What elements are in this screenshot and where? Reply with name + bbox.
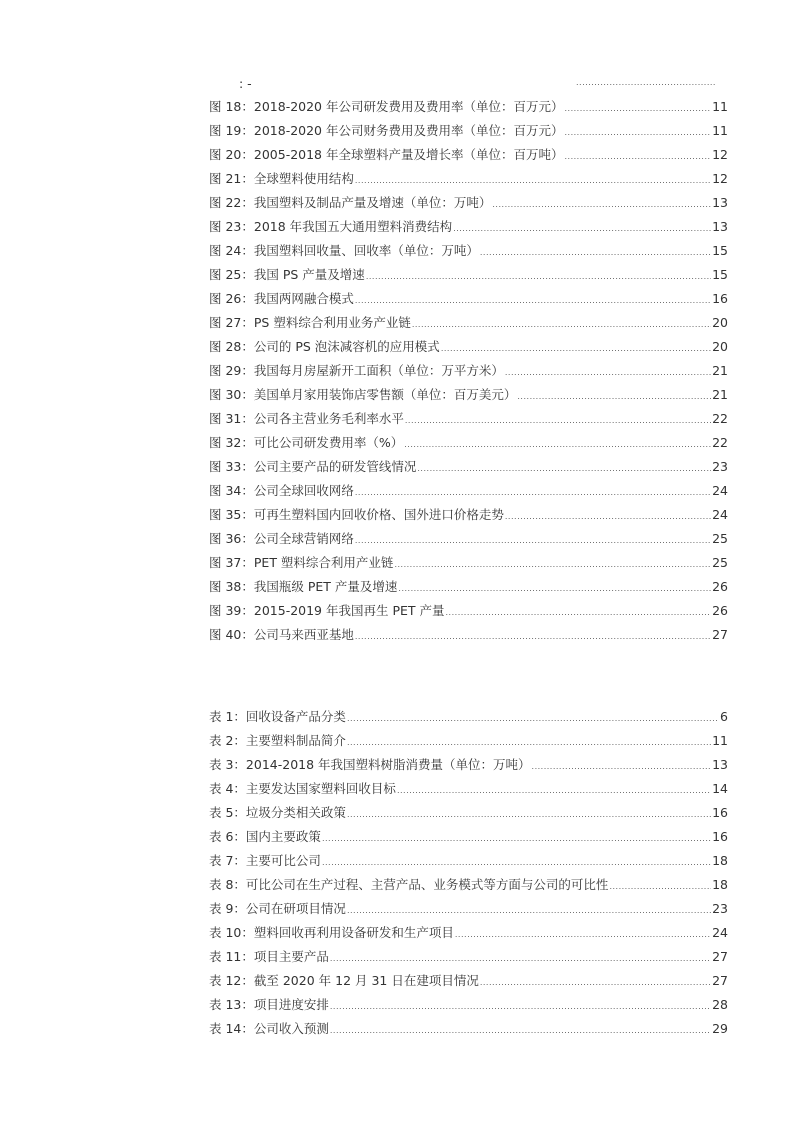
toc-entry-label: 图 18：2018-2020 年公司研发费用及费用率（单位：百万元） — [209, 99, 564, 114]
figure-toc-entry[interactable] — [209, 119, 728, 143]
toc-entry-label: 图 24：我国塑料回收量、回收率（单位：万吨） — [209, 243, 479, 258]
toc-page-number: 13 — [712, 219, 728, 234]
toc-leader-dots — [347, 899, 711, 923]
table-toc-entry[interactable] — [209, 801, 728, 825]
figure-toc-entry[interactable] — [209, 191, 728, 215]
table-toc-entry[interactable] — [209, 825, 728, 849]
toc-leader-dots — [330, 995, 711, 1019]
figure-toc-entry[interactable] — [209, 215, 728, 239]
toc-page-number: 27 — [712, 973, 728, 988]
figure-toc-entry[interactable] — [209, 599, 728, 623]
toc-page-number: 21 — [712, 363, 728, 378]
figure-toc-entry[interactable] — [209, 239, 728, 263]
toc-entry-label: 表 11：项目主要产品 — [209, 949, 329, 964]
figure-toc-entry[interactable] — [209, 623, 728, 647]
toc-leader-dots — [505, 505, 711, 529]
toc-leader-dots — [441, 337, 711, 361]
toc-entry-label: 表 10：塑料回收再利用设备研发和生产项目 — [209, 925, 454, 940]
toc-leader-dots — [576, 78, 716, 87]
toc-entry-label: 图 39：2015-2019 年我国再生 PET 产量 — [209, 603, 445, 618]
toc-entry-label: 图 32：可比公司研发费用率（%） — [209, 435, 404, 450]
table-toc-entry[interactable] — [209, 849, 728, 873]
toc-page-number: 23 — [712, 901, 728, 916]
toc-entry-label: 图 28：公司的 PS 泡沫减容机的应用模式 — [209, 339, 440, 354]
toc-leader-dots — [453, 217, 711, 241]
table-list — [209, 705, 728, 1041]
toc-page-number: 18 — [712, 877, 728, 892]
toc-entry-label: 表 12：截至 2020 年 12 月 31 日在建项目情况 — [209, 973, 479, 988]
toc-entry-label: 表 7：主要可比公司 — [209, 853, 321, 868]
figure-toc-entry[interactable] — [209, 359, 728, 383]
toc-leader-dots — [492, 193, 711, 217]
toc-leader-dots — [347, 803, 711, 827]
toc-entry-label: 表 8：可比公司在生产过程、主营产品、业务模式等方面与公司的可比性 — [209, 877, 609, 892]
toc-leader-dots — [505, 361, 711, 385]
figure-toc-entry[interactable] — [209, 287, 728, 311]
toc-entry-label: 图 23：2018 年我国五大通用塑料消费结构 — [209, 219, 453, 234]
table-toc-entry[interactable] — [209, 945, 728, 969]
toc-page-number: 11 — [712, 99, 728, 114]
toc-page-number: 16 — [712, 291, 728, 306]
toc-page-number: 13 — [712, 195, 728, 210]
toc-entry-label: 图 26：我国两网融合模式 — [209, 291, 354, 306]
toc-entry-label: 图 40：公司马来西亚基地 — [209, 627, 354, 642]
figure-toc-entry[interactable] — [209, 407, 728, 431]
toc-page-number: 12 — [712, 171, 728, 186]
toc-entry-label: 表 6：国内主要政策 — [209, 829, 321, 844]
toc-page-number: 11 — [712, 733, 728, 748]
figure-toc-entry[interactable] — [209, 383, 728, 407]
figure-toc-entry[interactable] — [209, 311, 728, 335]
toc-entry-label: 图 19：2018-2020 年公司财务费用及费用率（单位：百万元） — [209, 123, 564, 138]
toc-leader-dots — [355, 481, 711, 505]
toc-entry-label: 图 36：公司全球营销网络 — [209, 531, 354, 546]
toc-leader-dots — [532, 755, 712, 779]
partial-prefix: : - — [239, 76, 252, 91]
toc-leader-dots — [330, 1019, 711, 1043]
toc-entry-label: 图 20：2005-2018 年全球塑料产量及增长率（单位：百万吨） — [209, 147, 564, 162]
toc-leader-dots — [565, 97, 712, 121]
figure-toc-entry[interactable] — [209, 263, 728, 287]
toc-leader-dots — [322, 827, 711, 851]
toc-leader-dots — [417, 457, 711, 481]
toc-page-number: 24 — [712, 925, 728, 940]
toc-leader-dots — [565, 145, 712, 169]
toc-entry-label: 表 5：垃圾分类相关政策 — [209, 805, 346, 820]
toc-leader-dots — [322, 851, 711, 875]
toc-entry-label: 图 25：我国 PS 产量及增速 — [209, 267, 365, 282]
toc-leader-dots — [565, 121, 712, 145]
toc-leader-dots — [355, 529, 711, 553]
toc-leader-dots — [355, 625, 711, 649]
toc-leader-dots — [455, 923, 711, 947]
toc-entry-label: 图 38：我国瓶级 PET 产量及增速 — [209, 579, 398, 594]
figure-toc-entry[interactable] — [209, 479, 728, 503]
toc-page-number: 13 — [712, 757, 728, 772]
toc-entry-label: 图 21：全球塑料使用结构 — [209, 171, 354, 186]
toc-leader-dots — [347, 731, 711, 755]
toc-page-number: 20 — [712, 339, 728, 354]
toc-entry-label: 图 35：可再生塑料国内回收价格、国外进口价格走势 — [209, 507, 504, 522]
toc-page-number: 25 — [712, 531, 728, 546]
toc-leader-dots — [480, 971, 711, 995]
figure-toc-entry[interactable] — [209, 455, 728, 479]
toc-page-number: 24 — [712, 483, 728, 498]
toc-entry-label: 表 9：公司在研项目情况 — [209, 901, 346, 916]
toc-page-number: 16 — [712, 805, 728, 820]
toc-entry-label: 图 33：公司主要产品的研发管线情况 — [209, 459, 417, 474]
toc-page-number: 15 — [712, 267, 728, 282]
table-toc-entry[interactable] — [209, 969, 728, 993]
table-toc-entry[interactable] — [209, 873, 728, 897]
toc-page-number: 26 — [712, 579, 728, 594]
table-toc-entry[interactable] — [209, 897, 728, 921]
toc-entry-label: 表 2：主要塑料制品简介 — [209, 733, 346, 748]
toc-page-number: 6 — [720, 709, 728, 724]
toc-leader-dots — [405, 409, 711, 433]
figure-toc-entry[interactable] — [209, 527, 728, 551]
figure-toc-entry[interactable] — [209, 95, 728, 119]
table-index — [209, 705, 728, 1041]
toc-leader-dots — [330, 947, 711, 971]
figure-toc-entry[interactable] — [209, 503, 728, 527]
toc-leader-dots — [480, 241, 711, 265]
figure-toc-entry[interactable] — [209, 431, 728, 455]
figure-list — [209, 95, 728, 647]
toc-page-number: 26 — [712, 603, 728, 618]
toc-page-number: 14 — [712, 781, 728, 796]
toc-entry-label: 表 13：项目进度安排 — [209, 997, 329, 1012]
toc-leader-dots — [517, 385, 711, 409]
toc-page-number: 20 — [712, 315, 728, 330]
toc-page-number: 15 — [712, 243, 728, 258]
toc-leader-dots — [355, 169, 711, 193]
toc-row-partial — [209, 71, 728, 95]
figure-toc-entry[interactable] — [209, 335, 728, 359]
toc-page-number: 29 — [712, 1021, 728, 1036]
table-toc-entry[interactable] — [209, 777, 728, 801]
toc-entry-label: 表 1：回收设备产品分类 — [209, 709, 346, 724]
table-toc-entry[interactable] — [209, 993, 728, 1017]
figure-index — [209, 71, 728, 647]
toc-leader-dots — [398, 577, 711, 601]
toc-entry-label: 图 22：我国塑料及制品产量及增速（单位：万吨） — [209, 195, 492, 210]
toc-page-number: 21 — [712, 387, 728, 402]
toc-page-number: 16 — [712, 829, 728, 844]
toc-page-number: 27 — [712, 627, 728, 642]
table-toc-entry[interactable] — [209, 729, 728, 753]
toc-page-number: 28 — [712, 997, 728, 1012]
toc-leader-dots — [347, 707, 719, 731]
figure-toc-entry[interactable] — [209, 551, 728, 575]
table-toc-entry[interactable] — [209, 705, 728, 729]
toc-leader-dots — [412, 313, 711, 337]
toc-page-number: 11 — [712, 123, 728, 138]
toc-page-number: 25 — [712, 555, 728, 570]
toc-entry-label: 图 30：美国单月家用装饰店零售额（单位：百万美元） — [209, 387, 517, 402]
toc-page-number: 23 — [712, 459, 728, 474]
toc-entry-label: 图 27：PS 塑料综合利用业务产业链 — [209, 315, 411, 330]
toc-entry-label: 图 29：我国每月房屋新开工面积（单位：万平方米） — [209, 363, 504, 378]
figure-toc-entry[interactable] — [209, 143, 728, 167]
toc-page-number: 24 — [712, 507, 728, 522]
toc-page-number: 12 — [712, 147, 728, 162]
toc-entry-label: 表 4：主要发达国家塑料回收目标 — [209, 781, 396, 796]
toc-entry-label: 表 14：公司收入预测 — [209, 1021, 329, 1036]
toc-leader-dots — [404, 433, 711, 457]
toc-entry-label: 表 3：2014-2018 年我国塑料树脂消费量（单位：万吨） — [209, 757, 531, 772]
table-toc-entry[interactable] — [209, 921, 728, 945]
toc-entry-label: 图 37：PET 塑料综合利用产业链 — [209, 555, 394, 570]
toc-leader-dots — [355, 289, 711, 313]
toc-leader-dots — [397, 779, 711, 803]
toc-leader-dots — [394, 553, 711, 577]
toc-leader-dots — [609, 875, 711, 899]
figure-toc-entry[interactable] — [209, 575, 728, 599]
table-toc-entry[interactable] — [209, 753, 728, 777]
figure-toc-entry[interactable] — [209, 167, 728, 191]
toc-page-number: 22 — [712, 411, 728, 426]
toc-page-number: 18 — [712, 853, 728, 868]
toc-page-number: 27 — [712, 949, 728, 964]
toc-page-number: 22 — [712, 435, 728, 450]
toc-entry-label: 图 31：公司各主营业务毛利率水平 — [209, 411, 404, 426]
toc-leader-dots — [446, 601, 712, 625]
toc-leader-dots — [366, 265, 711, 289]
table-toc-entry[interactable] — [209, 1017, 728, 1041]
toc-entry-label: 图 34：公司全球回收网络 — [209, 483, 354, 498]
